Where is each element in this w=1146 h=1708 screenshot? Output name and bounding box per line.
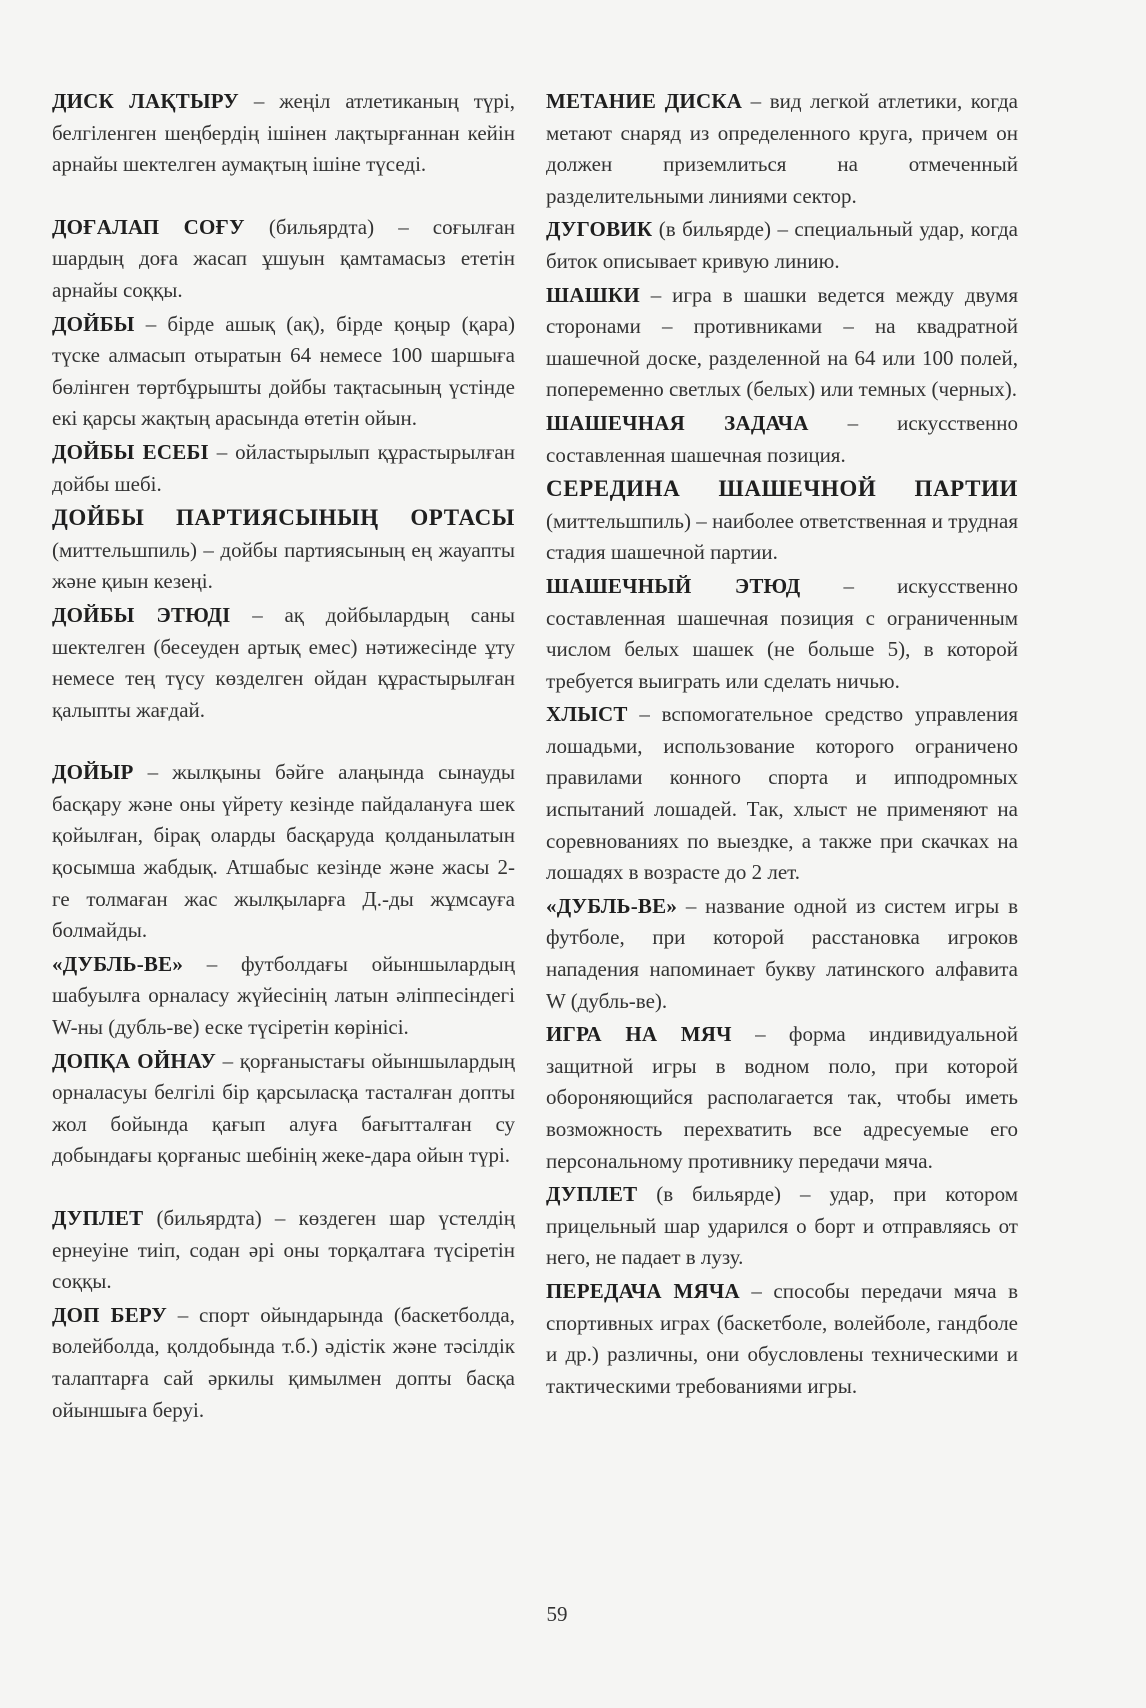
- entry-term: ДУПЛЕТ: [52, 1206, 144, 1230]
- entry-definition: (миттельшпиль) – наиболее ответственная и трудная стадия шашечной партии.: [546, 508, 1018, 565]
- entry-definition: – ойластырылып құрастырылған дойбы шебі.: [52, 439, 515, 496]
- entry-shashechnyi-etyud: [546, 571, 1018, 697]
- entry-term: ШАШЕЧНАЯ ЗАДАЧА: [546, 410, 809, 435]
- entry-doiby: [52, 309, 515, 435]
- entry-metanie-diska: [546, 86, 1018, 212]
- entry-term: «ДУБЛЬ-ВЕ»: [546, 893, 678, 918]
- entry-definition: (в бильярде) – удар, при котором прицельный шар ударился о борт и отправляясь от него, не падает в лузу.: [546, 1182, 1018, 1270]
- entry-term: ДОЙЫР: [52, 760, 134, 785]
- entry-definition: – название одной из систем игры в футболе, при которой расстановка игроков нападения напоминает букву латинского алфавита W (дубль-ве).: [546, 893, 1018, 1013]
- entry-definition: – қорғаныстағы ойыншылардың орналасуы белгілі бір қарсыласқа тасталған допты жол бойында қағып алуға бағытталған су добындағы қорғаныс шебінің жеке-дара ойын түрі.: [52, 1048, 515, 1168]
- entry-definition: – искусственно составленная шашечная позиция.: [546, 410, 1018, 467]
- entry-term: «ДУБЛЬ-ВЕ»: [52, 951, 184, 976]
- left-column-kazakh: [52, 86, 515, 1428]
- right-column-russian: [546, 86, 1018, 1404]
- entry-igra-na-myach: [546, 1019, 1018, 1177]
- entry-definition: – жеңіл атлетиканың түрі, белгіленген шеңбердің ішінен лақтырғаннан кейін арнайы шектелген аумақтың ішіне түседі.: [52, 89, 515, 177]
- entry-definition: – вспомогательное средство управления лошадьми, использование которого ограничено правилами конного спорта и ипподромных испытаний лошадей. Так, хлыст не применяют на соревнованиях по выездке, а также при скачках на лошадях в возрасте до 2 лет.: [546, 702, 1018, 885]
- entry-term: ШАШЕЧНЫЙ ЭТЮД: [546, 573, 801, 598]
- entry-term: ДУПЛЕТ: [546, 1182, 638, 1207]
- entry-dop-beru: [52, 1300, 515, 1426]
- entry-term: ДОҒАЛАП СОҒУ: [52, 214, 245, 239]
- entry-definition: (миттельшпиль) – дойбы партиясының ең жауапты және қиын кезеңі.: [52, 537, 515, 594]
- entry-dugovik: [546, 214, 1018, 277]
- entry-definition: – способы передачи мяча в спортивных играх (баскетболе, волейболе, гандболе и др.) различны, они обусловлены техническими и тактическими требованиями игры.: [546, 1278, 1019, 1398]
- entry-shashechnaya-zadacha: [546, 408, 1018, 471]
- entry-definition: – ақ дойбылардың саны шектелген (бесеуден артық емес) нәтижесінде ұту немесе тең түсу көзделген ойдан құрастырылған қалыпты жағдай.: [52, 602, 515, 722]
- entry-dubl-ve-ru: [546, 891, 1018, 1017]
- entry-duplet-ru: [546, 1179, 1018, 1274]
- entry-definition: (бильярдта) – соғылған шардың доға жасап ұшуын қамтамасыз ететін арнайы соққы.: [52, 214, 516, 302]
- entry-term: МЕТАНИЕ ДИСКА: [546, 89, 743, 113]
- entry-doiby-esebi: [52, 437, 515, 500]
- entry-khlyst: [546, 699, 1018, 889]
- entry-duplet-kz: [52, 1203, 515, 1298]
- entry-term: ДОП БЕРУ: [52, 1302, 168, 1327]
- entry-term: ХЛЫСТ: [546, 702, 628, 727]
- entry-dogalap-sogu: [52, 212, 515, 307]
- entry-definition: – футболдағы ойыншылардың шабуылға орналасу жүйесінің латын әліппесіндегі W-ны (дубль-ве) еске түсіретін көрінісі.: [52, 951, 515, 1040]
- entry-disk-laktyru: [52, 86, 515, 181]
- entry-definition: – вид легкой атлетики, когда метают снаряд из определенного круга, причем он должен приземлиться на отмеченный разделительными линиями сектор.: [546, 89, 1018, 208]
- entry-definition: – форма индивидуальной защитной игры в водном поло, при которой обороняющийся располагается так, чтобы иметь возможность перехватить все адресуемые его персональному противнику передачи мяча.: [546, 1022, 1018, 1173]
- entry-term: ДОЙБЫ: [52, 311, 135, 336]
- entry-definition: – игра в шашки ведется между двумя сторонами – противниками – на квадратной шашечной доске, разделенной на 64 или 100 полей, попеременно светлых (белых) или темных (черных).: [546, 282, 1018, 402]
- entry-term: ДИСК ЛАҚТЫРУ: [52, 89, 239, 113]
- entry-term: СЕРЕДИНА ШАШЕЧНОЙ ПАРТИИ: [546, 476, 1018, 502]
- entry-definition: (в бильярде) – специальный удар, когда биток описывает кривую линию.: [546, 217, 1018, 273]
- entry-doiby-etyudi: [52, 600, 515, 726]
- entry-term: ШАШКИ: [546, 282, 640, 307]
- entry-term: ДУГОВИК: [546, 217, 653, 242]
- entry-shashki: [546, 280, 1018, 406]
- entry-term: ИГРА НА МЯЧ: [546, 1022, 732, 1047]
- entry-term: ДОЙБЫ ЕСЕБІ: [52, 439, 209, 464]
- entry-definition: – бірде ашық (ақ), бірде қоңыр (қара) түске алмасып отыратын 64 немесе 100 шаршыға бөлінген төртбұрышты дойбы тақтасының үстінде екі қарсы жақтың арасында өтетін ойын.: [52, 311, 515, 431]
- entry-dopka-oinau: [52, 1046, 515, 1172]
- entry-dubl-ve-kz: [52, 949, 515, 1044]
- entry-term: ПЕРЕДАЧА МЯЧА: [546, 1278, 740, 1303]
- entry-doiby-partiyasy-ortasy: [52, 502, 515, 598]
- entry-doiyr: [52, 757, 515, 947]
- entry-seredina-shashechnoi-partii: [546, 473, 1018, 569]
- entry-peredacha-myacha: [546, 1276, 1018, 1402]
- entry-term: ДОЙБЫ ПАРТИЯСЫНЫҢ ОРТАСЫ: [52, 505, 515, 531]
- entry-definition: – спорт ойындарында (баскетболда, волейболда, қолдобында т.б.) әдістік және тәсілдік талаптарға сай әркилы қимылмен допты басқа ойыншыға беруі.: [52, 1302, 516, 1422]
- entry-term: ДОПҚА ОЙНАУ: [52, 1048, 217, 1073]
- entry-definition: – искусственно составленная шашечная позиция с ограниченным числом белых шашек (не больше 5), в которой требуется выиграть или сделать ничью.: [546, 573, 1019, 693]
- page-number: 59: [546, 1602, 568, 1626]
- entry-definition: – жылқыны бәйге алаңында сынауды басқару және оны үйрету кезінде пайдалануға шек қойылған, бірақ оларды басқаруда қолданылатын қосымша жабдық. Атшабыс кезінде және жасы 2-ге толмаған жас жылқыларға Д.-ды жұмсауға болмайды.: [52, 760, 515, 943]
- entry-term: ДОЙБЫ ЭТЮДІ: [52, 602, 231, 627]
- entry-definition: (бильярдта) – көздеген шар үстелдің ернеуіне тиіп, содан әрі оны торқалтаға түсіретін соққы.: [52, 1206, 515, 1294]
